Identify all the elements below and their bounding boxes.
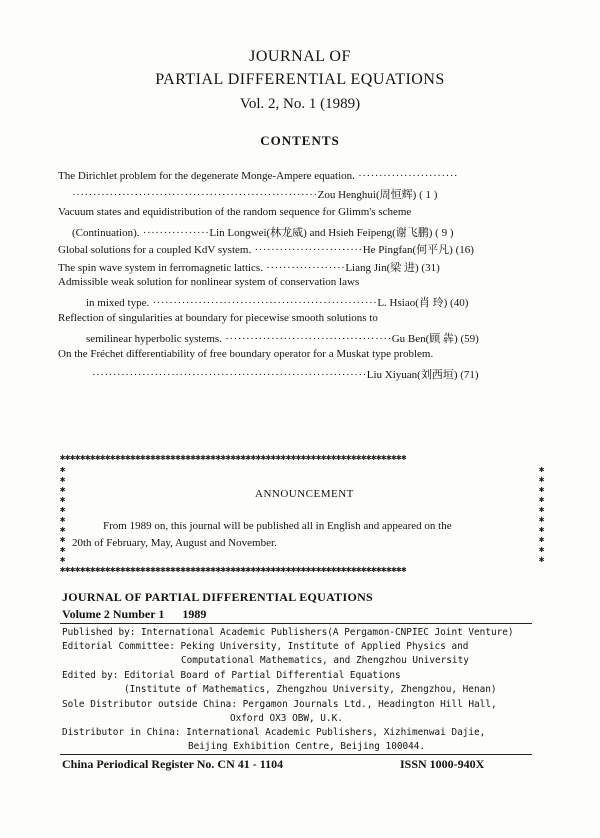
star-border-left: ✱ ✱ ✱ ✱ ✱ ✱ ✱ ✱ ✱ ✱ (60, 465, 66, 565)
periodical-register: China Periodical Register No. CN 41 - 1104 (62, 757, 284, 771)
toc-entry-2-title: Vacuum states and equidistribution of the random sequence for Glimm's scheme (58, 206, 412, 218)
announcement-title: ANNOUNCEMENT (255, 488, 354, 500)
masthead-title: JOURNAL OF PARTIAL DIFFERENTIAL EQUATIONS (62, 590, 374, 604)
contents-heading: CONTENTS (260, 133, 340, 148)
published-by: Published by: International Academic Publishers(A Pergamon-CNPIEC Joint Venture) (62, 627, 514, 638)
masthead-rule-bottom (60, 754, 532, 755)
toc-entry-7-title: On the Fréchet differentiability of free boundary operator for a Muskat type problem. (58, 348, 434, 360)
toc-entry-6-author-line: semilinear hyperbolic systems. ········································Gu Ben(顾 犇) (59) (86, 333, 479, 345)
toc-entry-4: The spin wave system in ferromagnetic lattics. ···················Liang Jin(梁 进) (31) (58, 262, 440, 274)
star-border-right: ✱ ✱ ✱ ✱ ✱ ✱ ✱ ✱ ✱ ✱ (539, 465, 545, 565)
toc-entry-6-title: Reflection of singularities at boundary for piecewise smooth solutions to (58, 312, 378, 324)
issn: ISSN 1000-940X (400, 757, 485, 771)
journal-title-line1: JOURNAL OF (249, 48, 351, 65)
toc-entry-3: Global solutions for a coupled KdV system. ··························He Pingfan(何平凡) (16) (58, 244, 474, 256)
star-border-top: ✱✱✱✱✱✱✱✱✱✱✱✱✱✱✱✱✱✱✱✱✱✱✱✱✱✱✱✱✱✱✱✱✱✱✱✱✱✱✱✱✱✱✱✱✱✱✱✱✱✱✱✱✱✱✱✱✱✱✱✱✱✱✱✱✱✱✱✱✱ (60, 454, 407, 463)
toc-entry-5-title: Admissible weak solution for nonlinear system of conservation laws (58, 276, 360, 288)
masthead-volume: Volume 2 Number 1 1989 (62, 607, 207, 621)
masthead-rule-top (60, 623, 532, 624)
distributor-china-2: Beijing Exhibition Centre, Beijing 100044. (188, 741, 426, 752)
sole-distributor-1: Sole Distributor outside China: Pergamon Journals Ltd., Headington Hill Hall, (62, 699, 497, 710)
editorial-committee-2: Computational Mathematics, and Zhengzhou University (181, 655, 469, 666)
distributor-china-1: Distributor in China: International Academic Publishers, Xizhimenwai Dajie, (62, 727, 486, 738)
editorial-committee-1: Editorial Committee: Peking University, Institute of Applied Physics and (62, 641, 469, 652)
toc-entry-7-author-line: ··································································Liu Xiyuan(刘西垣) (71) (92, 369, 479, 381)
announcement-line1: From 1989 on, this journal will be published all in English and appeared on the (103, 520, 452, 532)
sole-distributor-2: Oxford OX3 OBW, U.K. (230, 713, 343, 724)
journal-title-line2: PARTIAL DIFFERENTIAL EQUATIONS (155, 71, 445, 88)
star-border-bottom: ✱✱✱✱✱✱✱✱✱✱✱✱✱✱✱✱✱✱✱✱✱✱✱✱✱✱✱✱✱✱✱✱✱✱✱✱✱✱✱✱✱✱✱✱✱✱✱✱✱✱✱✱✱✱✱✱✱✱✱✱✱✱✱✱✱✱✱✱✱ (60, 566, 407, 575)
toc-entry-1-title: The Dirichlet problem for the degenerate Monge-Ampere equation. ························ (58, 170, 459, 182)
toc-entry-2-author-line: (Continuation). ················Lin Longwei(林龙威) and Hsieh Feipeng(谢飞鹏) ( 9 ) (72, 227, 454, 239)
edited-by-1: Edited by: Editorial Board of Partial Differential Equations (62, 670, 401, 681)
announcement-line2: 20th of February, May, August and November. (72, 537, 277, 549)
volume-issue: Vol. 2, No. 1 (1989) (239, 96, 361, 112)
toc-entry-1-author-line: ···························································Zou Henghui(周恒辉) ( 1 ) (72, 189, 438, 201)
edited-by-2: (Institute of Mathematics, Zhengzhou University, Zhengzhou, Henan) (124, 684, 497, 695)
toc-entry-5-author-line: in mixed type. ······················································L. Hsiao(肖 玲) (40) (86, 297, 469, 309)
